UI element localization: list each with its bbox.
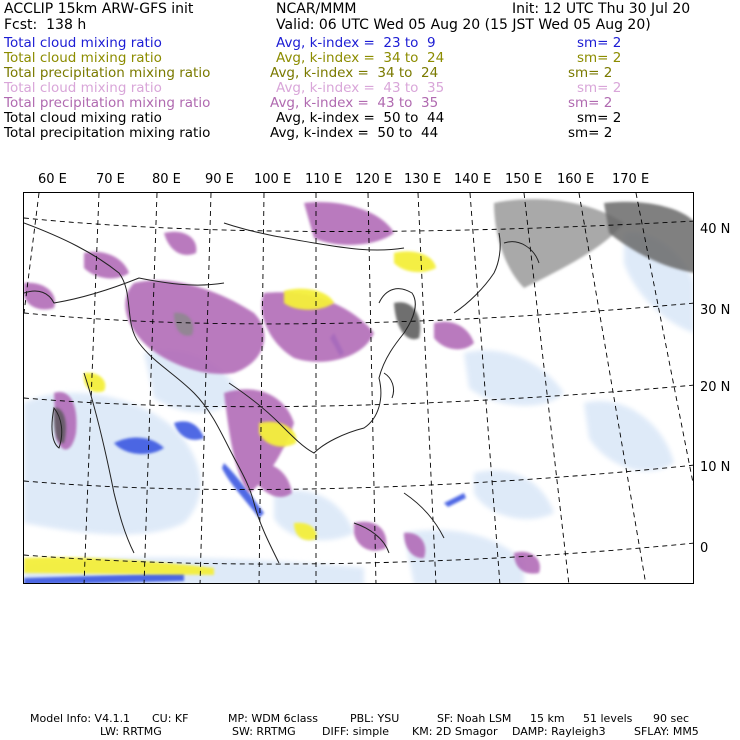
field-sm: sm= 2 [577, 110, 622, 126]
lat-label: 40 N [700, 222, 731, 237]
field-sm: sm= 2 [568, 125, 613, 141]
field-sm: sm= 2 [568, 65, 613, 81]
field-range: Avg, k-index = 23 to 9 [276, 35, 436, 51]
lon-label: 150 E [505, 172, 543, 187]
field-range: Avg, k-index = 50 to 44 [270, 125, 439, 141]
lon-label: 100 E [254, 172, 292, 187]
field-sm: sm= 2 [577, 35, 622, 51]
field-name: Total cloud mixing ratio [4, 50, 162, 66]
lat-label: 30 N [700, 303, 731, 318]
lon-label: 60 E [38, 172, 67, 187]
init-time: Init: 12 UTC Thu 30 Jul 20 [512, 1, 691, 17]
diff-scheme: DIFF: simple [322, 725, 390, 738]
field-name: Total cloud mixing ratio [4, 80, 162, 96]
field-range: Avg, k-index = 43 to 35 [270, 95, 439, 111]
lon-label: 140 E [454, 172, 492, 187]
lon-label: 120 E [355, 172, 393, 187]
field-name: Total precipitation mixing ratio [4, 125, 211, 141]
lat-label: 0 [700, 541, 709, 556]
field-range: Avg, k-index = 50 to 44 [276, 110, 445, 126]
lon-label: 110 E [305, 172, 343, 187]
field-sm: sm= 2 [577, 50, 622, 66]
forecast-hour: Fcst: 138 h [4, 17, 87, 33]
resolution: 15 km [530, 712, 565, 725]
lon-label: 130 E [404, 172, 442, 187]
lon-label: 160 E [557, 172, 595, 187]
km-scheme: KM: 2D Smagor [412, 725, 498, 738]
lon-label: 70 E [96, 172, 125, 187]
levels: 51 levels [583, 712, 633, 725]
map-canvas [24, 193, 694, 584]
forecast-map [23, 192, 694, 584]
sw-scheme: SW: RRTMG [232, 725, 296, 738]
sf-scheme: SF: Noah LSM [437, 712, 512, 725]
pbl-scheme: PBL: YSU [350, 712, 400, 725]
field-name: Total precipitation mixing ratio [4, 65, 211, 81]
timestep: 90 sec [653, 712, 690, 725]
damp-scheme: DAMP: Rayleigh3 [512, 725, 606, 738]
lon-label: 90 E [205, 172, 234, 187]
cu-scheme: CU: KF [152, 712, 189, 725]
lon-label: 170 E [612, 172, 650, 187]
mp-scheme: MP: WDM 6class [228, 712, 318, 725]
valid-time: Valid: 06 UTC Wed 05 Aug 20 (15 JST Wed 05 Aug 20) [276, 17, 651, 33]
sflay-scheme: SFLAY: MM5 [634, 725, 699, 738]
field-sm: sm= 2 [577, 80, 622, 96]
lat-label: 20 N [700, 380, 731, 395]
center-label: NCAR/MMM [276, 1, 357, 17]
lat-label: 10 N [700, 460, 731, 475]
lw-scheme: LW: RRTMG [100, 725, 162, 738]
field-range: Avg, k-index = 34 to 24 [270, 65, 439, 81]
model-info: Model Info: V4.1.1 [30, 712, 131, 725]
field-name: Total cloud mixing ratio [4, 110, 162, 126]
lon-label: 80 E [152, 172, 181, 187]
field-name: Total cloud mixing ratio [4, 35, 162, 51]
field-sm: sm= 2 [568, 95, 613, 111]
field-range: Avg, k-index = 34 to 24 [276, 50, 445, 66]
field-name: Total precipitation mixing ratio [4, 95, 211, 111]
field-range: Avg, k-index = 43 to 35 [276, 80, 445, 96]
product-title: ACCLIP 15km ARW-GFS init [4, 1, 194, 17]
